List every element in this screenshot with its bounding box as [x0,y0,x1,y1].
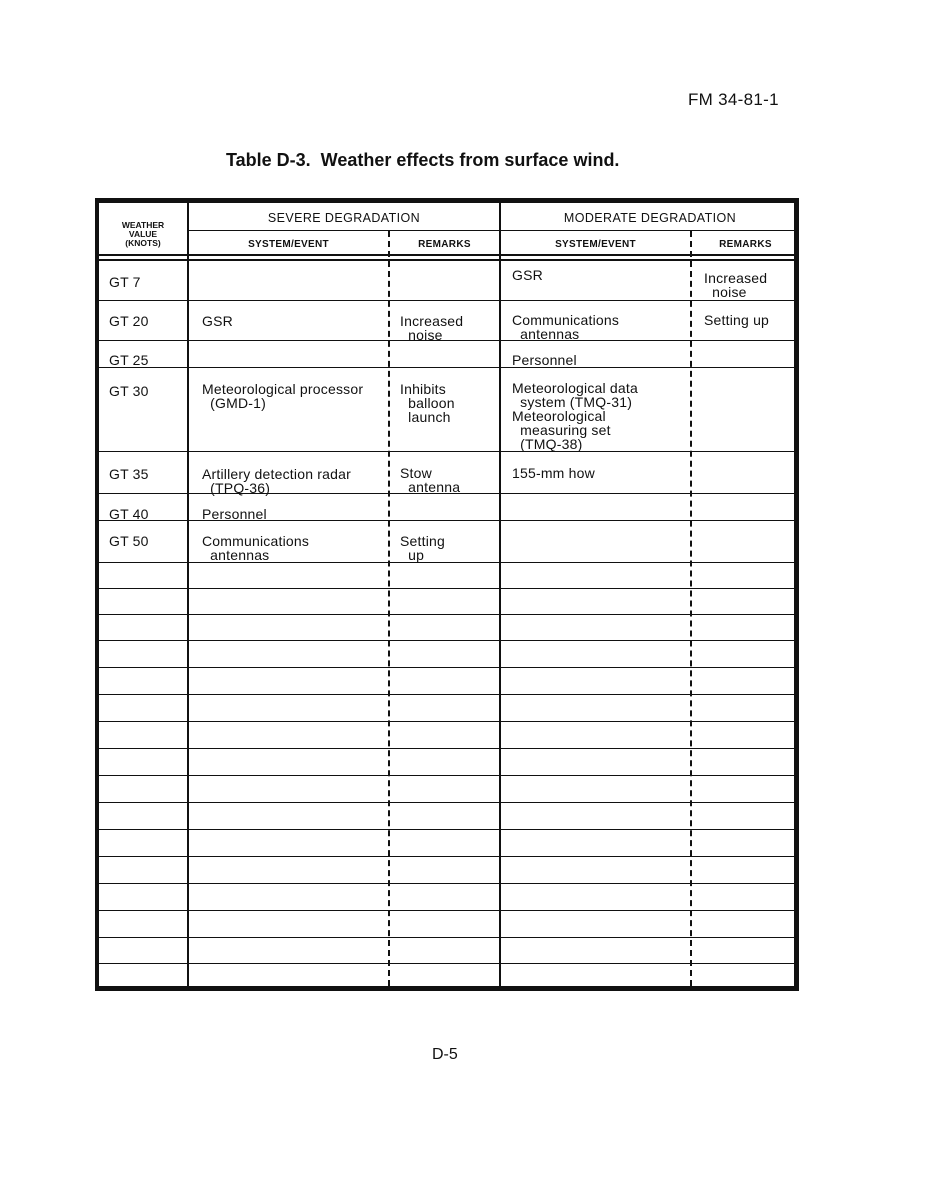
severe-remarks-cell: Inhibits balloon launch [400,381,455,425]
row-rule [99,367,794,368]
moderate-system-cell: GSR [512,267,543,283]
severe-remarks-cell: Setting up [400,533,445,563]
moderate-remarks-cell: Setting up [704,312,770,328]
row-rule [99,640,794,641]
severe-remarks-header: REMARKS [418,239,471,250]
moderate-system-cell: Communications antennas [512,312,620,342]
header-rule [99,259,794,261]
weather-value-header: WEATHER VALUE (KNOTS) [121,220,165,248]
weather-value-cell: GT 20 [109,313,149,329]
weather-value-cell: GT 30 [109,383,149,399]
row-rule [99,588,794,589]
severe-system-event-header: SYSTEM/EVENT [248,239,329,250]
header-rule [99,254,794,256]
weather-value-cell: GT 50 [109,533,149,549]
moderate-remarks-header: REMARKS [719,239,772,250]
row-rule [99,300,794,301]
row-rule [99,451,794,452]
severe-system-cell: Artillery detection radar (TPQ-36) [202,466,351,496]
moderate-system-cell: Meteorological data system (TMQ-31) Meteorological measuring set (TMQ-38) [512,380,638,452]
moderate-system-cell: 155-mm how [512,465,595,481]
row-rule [99,856,794,857]
column-divider-dashed [388,231,390,986]
row-rule [99,963,794,964]
weather-effects-table [95,198,799,991]
row-rule [99,614,794,615]
weather-value-cell: GT 35 [109,466,149,482]
row-rule [99,721,794,722]
row-rule [99,910,794,911]
row-rule [99,883,794,884]
row-rule [99,775,794,776]
row-rule [99,937,794,938]
severe-system-cell: Communications antennas [202,533,310,563]
row-rule [99,802,794,803]
weather-value-cell: GT 25 [109,352,149,368]
severe-system-cell: Personnel [202,506,267,522]
column-divider [187,203,189,986]
moderate-remarks-cell: Increased noise [704,270,768,300]
row-rule [99,829,794,830]
moderate-system-event-header: SYSTEM/EVENT [555,239,636,250]
table-title: Table D-3. Weather effects from surface wind. [226,150,620,170]
column-divider [499,203,501,986]
row-rule [99,667,794,668]
row-rule [99,694,794,695]
moderate-degradation-header: MODERATE DEGRADATION [563,211,737,225]
severe-system-cell: GSR [202,313,233,329]
document-id: FM 34-81-1 [688,90,779,109]
row-rule [99,748,794,749]
header-rule [188,230,794,231]
column-divider-dashed [690,231,692,986]
page-number: D-5 [432,1046,458,1063]
moderate-system-cell: Personnel [512,352,577,368]
severe-degradation-header: SEVERE DEGRADATION [267,211,421,225]
weather-value-cell: GT 7 [109,274,141,290]
severe-system-cell: Meteorological processor (GMD-1) [202,381,364,411]
severe-remarks-cell: Stow antenna [400,465,461,495]
weather-value-cell: GT 40 [109,506,149,522]
severe-remarks-cell: Increased noise [400,313,464,343]
